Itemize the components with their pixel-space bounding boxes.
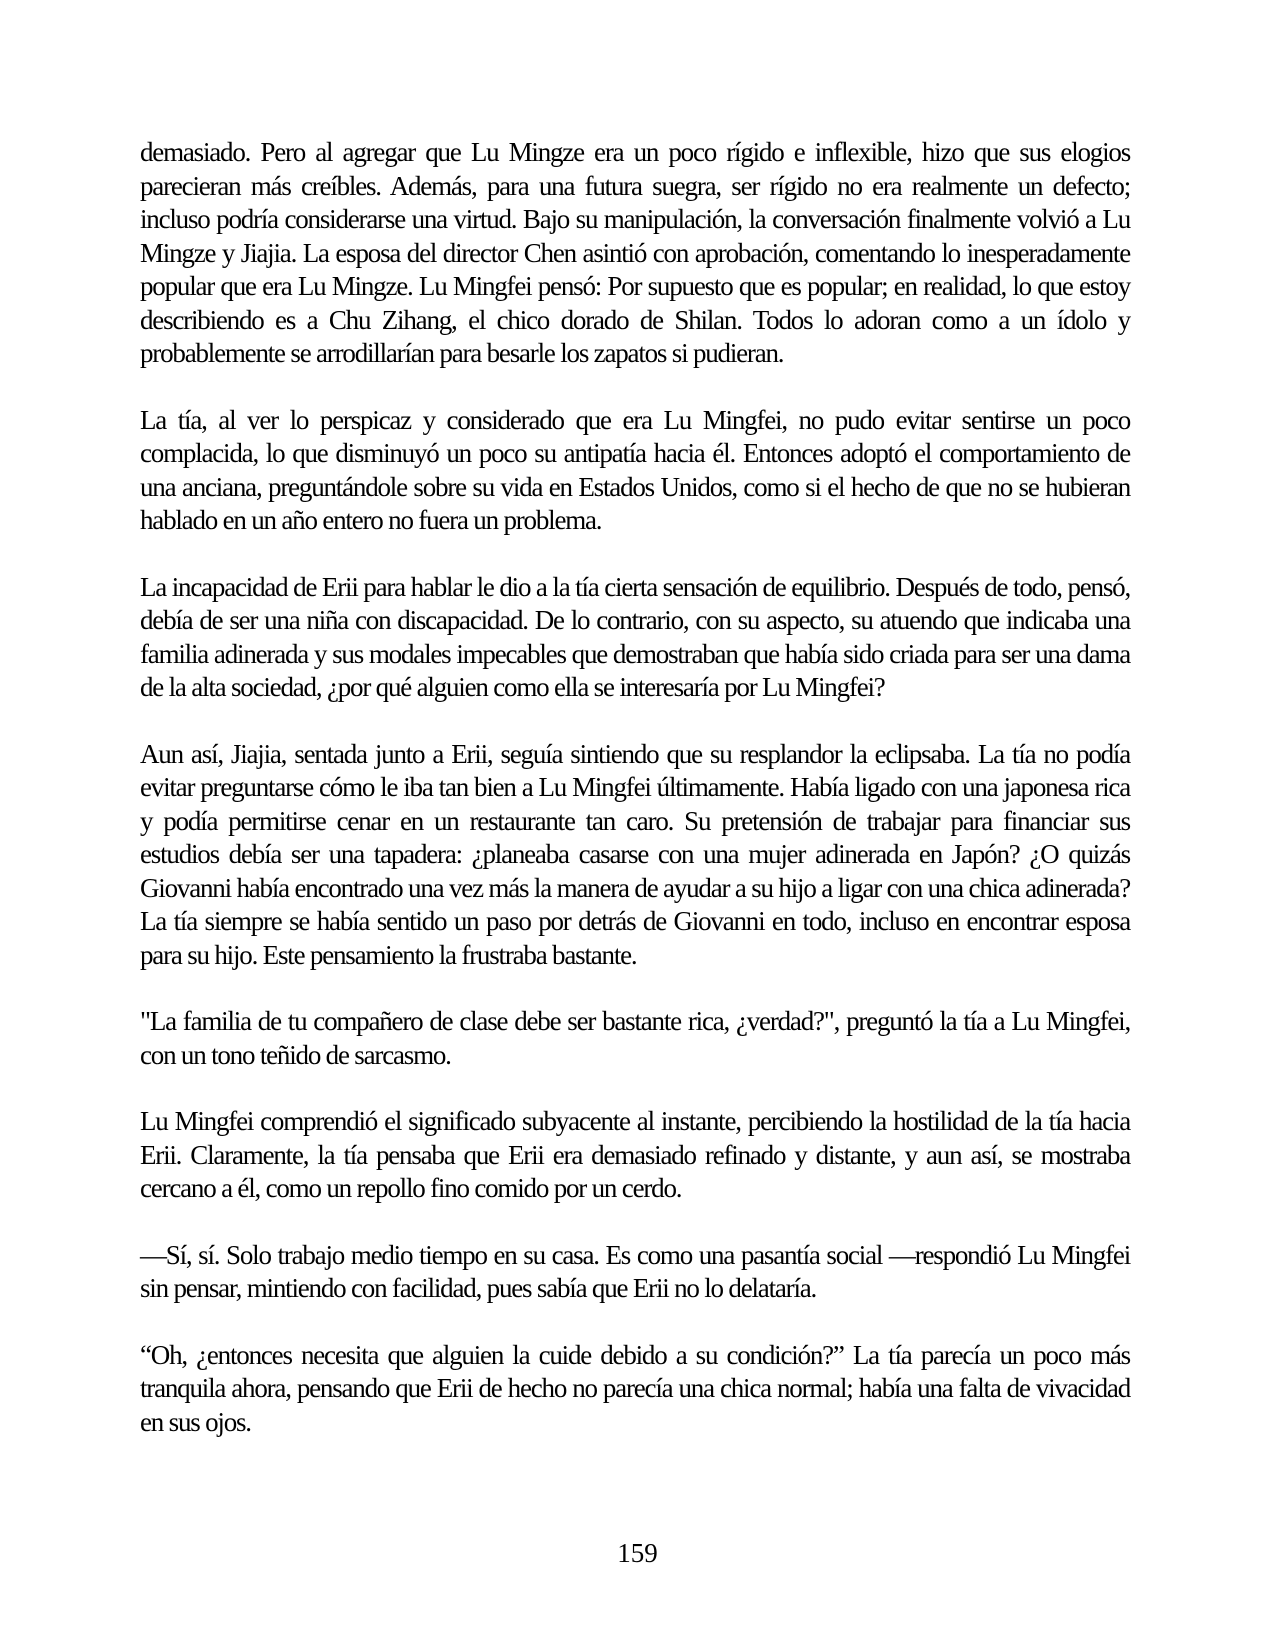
paragraph-2: La tía, al ver lo perspicaz y considerado que era Lu Mingfei, no pudo evitar sentirse un poco complacida, lo que disminuyó un poco su antipatía hacia él. Entonces adoptó el comportamiento de una anciana, preguntándole sobre su vida en Estados Unidos, como si el hecho de que no se hubieran hablado en un año entero no fuera un problema.: [140, 404, 1130, 535]
paragraph-8: “Oh, ¿entonces necesita que alguien la cuide debido a su condición?” La tía parecía un poco más tranquila ahora, pensando que Erii de hecho no parecía una chica normal; había una falta de vivacidad en sus ojos.: [140, 1339, 1130, 1437]
page-number: 159: [617, 1538, 658, 1568]
paragraph-4: Aun así, Jiajia, sentada junto a Erii, seguía sintiendo que su resplandor la eclipsaba. La tía no podía evitar preguntarse cómo le iba tan bien a Lu Mingfei últimamente. Había ligado con una japonesa rica y podía permitirse cenar en un restaurante tan caro. Su pretensión de trabajar para financiar sus estudios debía ser una tapadera: ¿planeaba casarse con una mujer adinerada en Japón? ¿O quizás Giovanni había encontrado una vez más la manera de ayudar a su hijo a ligar con una chica adinerada? La tía siempre se había sentido un paso por detrás de Giovanni en todo, incluso en encontrar esposa para su hijo. Este pensamiento la frustraba bastante.: [140, 738, 1130, 970]
paragraph-1: demasiado. Pero al agregar que Lu Mingze era un poco rígido e inflexible, hizo que sus elogios parecieran más creíbles. Además, para una futura suegra, ser rígido no era realmente un defecto; incluso podría considerarse una virtud. Bajo su manipulación, la conversación finalmente volvió a Lu Mingze y Jiajia. La esposa del director Chen asintió con aprobación, comentando lo inesperadamente popular que era Lu Mingze. Lu Mingfei pensó: Por supuesto que es popular; en realidad, lo que estoy describiendo es a Chu Zihang, el chico dorado de Shilan. Todos lo adoran como a un ídolo y probablemente se arrodillarían para besarle los zapatos si pudieran.: [140, 137, 1130, 368]
page-text-block: [140, 136, 1130, 1439]
paragraph-3: La incapacidad de Erii para hablar le dio a la tía cierta sensación de equilibrio. Después de todo, pensó, debía de ser una niña con discapacidad. De lo contrario, con su aspecto, su atuendo que indicaba una familia adinerada y sus modales impecables que demostraban que había sido criada para ser una dama de la alta sociedad, ¿por qué alguien como ella se interesaría por Lu Mingfei?: [140, 571, 1130, 702]
paragraph-7: —Sí, sí. Solo trabajo medio tiempo en su casa. Es como una pasantía social —respondió Lu Mingfei sin pensar, mintiendo con facilidad, pues sabía que Erii no lo delataría.: [140, 1239, 1130, 1303]
paragraph-5: "La familia de tu compañero de clase debe ser bastante rica, ¿verdad?", preguntó la tía a Lu Mingfei, con un tono teñido de sarcasmo.: [140, 1006, 1130, 1070]
paragraph-6: Lu Mingfei comprendió el significado subyacente al instante, percibiendo la hostilidad de la tía hacia Erii. Claramente, la tía pensaba que Erii era demasiado refinado y distante, y aun así, se mostraba cercano a él, como un repollo fino comido por un cerdo.: [140, 1106, 1130, 1203]
